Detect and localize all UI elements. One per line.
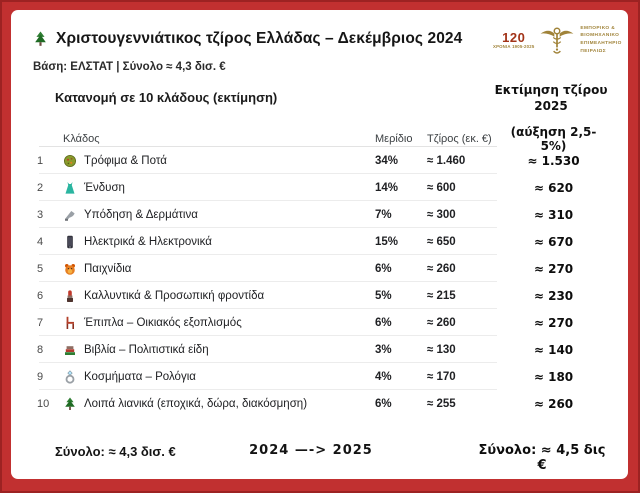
- estimate-value: ≈ 230: [533, 288, 574, 303]
- sector-name: Βιβλία – Πολιτιστικά είδη: [84, 343, 209, 356]
- source-subtitle: Βάση: ΕΛΣΤΑΤ | Σύνολο ≈ 4,3 δισ. €: [33, 61, 226, 73]
- row-number: 5: [37, 262, 44, 275]
- sector-label: [63, 397, 375, 411]
- sector-label: [63, 289, 375, 303]
- years-range: ΧΡΟΝΙΑ 1905-2025: [493, 43, 535, 49]
- turnover-value: ≈ 170: [427, 370, 456, 383]
- table-row: [37, 309, 602, 336]
- food-drinks-icon: [63, 154, 77, 168]
- turnover-value: ≈ 260: [427, 262, 456, 275]
- share-value: 6%: [375, 397, 392, 410]
- estimate-value: ≈ 670: [533, 234, 574, 249]
- total-2025: Σύνολο: ≈ 4,5 δις €: [478, 443, 606, 473]
- sector-name: Υπόδηση & Δερμάτινα: [84, 208, 198, 221]
- row-number: 2: [37, 181, 44, 194]
- electronics-icon: [63, 235, 77, 249]
- table-row: [37, 336, 602, 363]
- estimate-value: ≈ 620: [533, 180, 574, 195]
- chamber-emblem-icon: [539, 24, 575, 56]
- sector-name: Ηλεκτρικά & Ηλεκτρονικά: [84, 235, 212, 248]
- row-number: 6: [37, 289, 44, 302]
- section-heading: Κατανομή σε 10 κλάδους (εκτίμηση): [55, 90, 278, 105]
- estimate-heading-line2: 2025: [534, 99, 568, 114]
- seasonal-retail-icon: [63, 397, 77, 411]
- share-value: 34%: [375, 154, 399, 167]
- column-header-turnover: Τζίρος (εκ. €): [427, 133, 492, 145]
- share-value: 14%: [375, 181, 399, 194]
- estimate-column-heading: [491, 82, 611, 114]
- table-row: [37, 201, 602, 228]
- sector-name: Λοιπά λιανικά (εποχικά, δώρα, διακόσμηση): [84, 397, 308, 410]
- sector-label: [63, 343, 375, 357]
- share-value: 5%: [375, 289, 392, 302]
- column-header-share: Μερίδιο: [375, 133, 413, 145]
- estimate-value: ≈ 140: [533, 342, 574, 357]
- sector-label: [63, 262, 375, 276]
- column-header-estimate: (αύξηση 2,5-5%): [510, 125, 597, 153]
- row-number: 7: [37, 316, 44, 329]
- row-number: 10: [37, 397, 50, 410]
- years-number: 120: [502, 29, 526, 45]
- sector-label: [63, 235, 375, 249]
- sector-name: Καλλυντικά & Προσωπική φροντίδα: [84, 289, 265, 302]
- chamber-name-line: ΒΙΟΜΗΧΑΝΙΚΟ: [580, 33, 620, 39]
- estimate-heading-line1: Εκτίμηση τζίρου: [494, 83, 608, 97]
- chamber-name-line: ΕΠΙΜΕΛΗΤΗΡΙΟ: [580, 41, 622, 46]
- turnover-value: ≈ 260: [427, 316, 456, 329]
- table-row: [37, 390, 602, 417]
- table-row: [37, 147, 602, 174]
- turnover-value: ≈ 255: [427, 397, 456, 410]
- table-row: [37, 228, 602, 255]
- total-2024: Σύνολο: ≈ 4,3 δισ. €: [55, 444, 176, 459]
- sectors-table: [37, 125, 602, 417]
- chamber-name-line: ΕΜΠΟΡΙΚΟ &: [580, 25, 616, 31]
- infographic-card: [11, 10, 628, 479]
- jewelry-watches-icon: [63, 370, 77, 384]
- sector-name: Τρόφιμα & Ποτά: [84, 154, 167, 167]
- column-header-sector: Κλάδος: [63, 133, 100, 145]
- footwear-leather-icon: [63, 208, 77, 222]
- chamber-logo: [493, 24, 623, 56]
- share-value: 15%: [375, 235, 399, 248]
- row-number: 9: [37, 370, 44, 383]
- share-value: 3%: [375, 343, 392, 356]
- sector-label: [63, 208, 375, 222]
- row-number: 3: [37, 208, 44, 221]
- row-number: 4: [37, 235, 44, 248]
- share-value: 4%: [375, 370, 392, 383]
- furniture-icon: [63, 316, 77, 330]
- estimate-value: ≈ 270: [533, 315, 574, 330]
- estimate-value: ≈ 310: [533, 207, 574, 222]
- estimate-value: ≈ 260: [533, 396, 574, 411]
- estimate-value: ≈ 180: [533, 369, 574, 384]
- clothing-icon: [63, 181, 77, 195]
- sector-name: Παιχνίδια: [84, 262, 132, 275]
- table-row: [37, 174, 602, 201]
- sector-label: [63, 316, 375, 330]
- cosmetics-icon: [63, 289, 77, 303]
- table-row: [37, 363, 602, 390]
- year-transition: 2024 —-> 2025: [249, 443, 373, 458]
- turnover-value: ≈ 215: [427, 289, 456, 302]
- turnover-value: ≈ 600: [427, 181, 456, 194]
- turnover-value: ≈ 650: [427, 235, 456, 248]
- years-badge: [493, 31, 534, 49]
- share-value: 6%: [375, 316, 392, 329]
- christmas-tree-icon: [33, 31, 48, 47]
- page-title: Χριστουγεννιάτικος τζίρος Ελλάδας – Δεκέμβριος 2024: [56, 30, 463, 47]
- turnover-value: ≈ 130: [427, 343, 456, 356]
- table-header-row: [37, 125, 602, 153]
- sector-name: Ένδυση: [84, 181, 125, 194]
- share-value: 7%: [375, 208, 392, 221]
- table-row: [37, 282, 602, 309]
- table-row: [37, 255, 602, 282]
- chamber-name: [580, 25, 621, 56]
- sector-name: Κοσμήματα – Ρολόγια: [84, 370, 196, 383]
- row-number: 8: [37, 343, 44, 356]
- estimate-value: ≈ 270: [533, 261, 574, 276]
- sector-label: [63, 370, 375, 384]
- sector-label: [63, 154, 375, 168]
- header: [33, 30, 462, 48]
- share-value: 6%: [375, 262, 392, 275]
- sector-label: [63, 181, 375, 195]
- row-number: 1: [37, 154, 44, 167]
- turnover-value: ≈ 1.460: [427, 154, 466, 167]
- books-icon: [63, 343, 77, 357]
- turnover-value: ≈ 300: [427, 208, 456, 221]
- estimate-value: ≈ 1.530: [527, 153, 580, 168]
- toys-icon: [63, 262, 77, 276]
- chamber-name-line: ΠΕΙΡΑΙΩΣ: [580, 48, 606, 54]
- sector-name: Έπιπλα – Οικιακός εξοπλισμός: [84, 316, 242, 329]
